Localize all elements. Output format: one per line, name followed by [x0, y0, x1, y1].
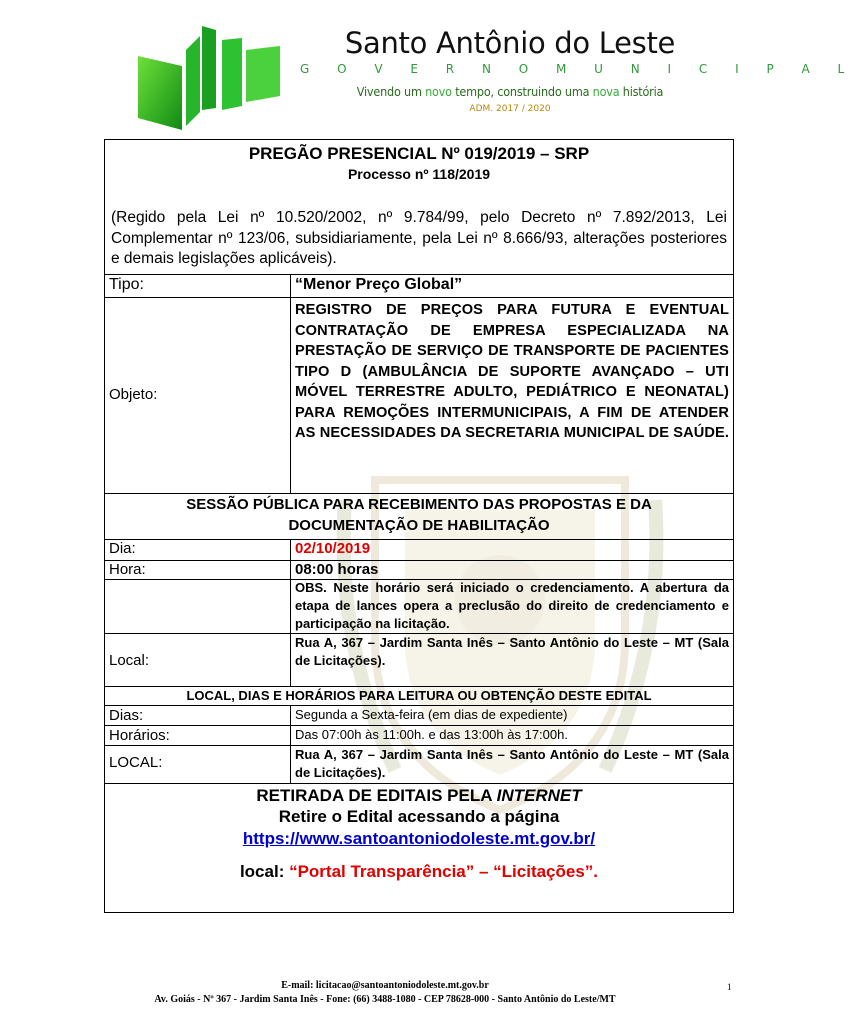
sessao-header-line2: DOCUMENTAÇÃO DE HABILITAÇÃO [288, 517, 550, 534]
portal-location-value: “Portal Transparência” – “Licitações”. [289, 862, 599, 881]
brand-block [290, 26, 856, 114]
retirada-heading: RETIRADA DE EDITAIS PELA INTERNET [256, 786, 582, 805]
horarios-label: Horários: [109, 727, 170, 744]
legal-basis-text: (Regido pela Lei nº 10.520/2002, nº 9.784/99, pelo Decreto nº 7.892/2013, Lei Complementar nº 123/06, subsidiariamente, pela Lei nº 8.666/93, alterações posteriores e demais legislações aplicáveis). [111, 209, 727, 267]
local2-value: Rua A, 367 – Jardim Santa Inês – Santo Antônio do Leste – MT (Sala de Licitações). [295, 747, 729, 780]
column-divider [290, 705, 291, 783]
tipo-label: Tipo: [109, 276, 144, 293]
column-divider [290, 539, 291, 686]
dias-label: Dias: [109, 707, 144, 724]
row-divider [105, 274, 733, 275]
dia-label: Dia: [109, 540, 136, 557]
footer-address: Av. Goiás - Nº 367 - Jardim Santa Inês - Fone: (66) 3488-1080 - CEP 78628-000 - Santo Antônio do Leste/MT [154, 994, 616, 1005]
edital-url-link[interactable]: https://www.santoantoniodoleste.mt.gov.br/ [242, 829, 596, 848]
edital-summary-box [104, 139, 734, 913]
objeto-label: Objeto: [109, 386, 158, 403]
local-label: Local: [109, 652, 150, 669]
row-divider [105, 783, 733, 784]
dia-value: 02/10/2019 [295, 540, 371, 557]
sessao-header-line1: SESSÃO PÚBLICA PARA RECEBIMENTO DAS PROPOSTAS E DA [186, 496, 652, 513]
municipal-logo [138, 26, 280, 130]
hora-label: Hora: [109, 561, 146, 578]
slogan: Vivendo um novo tempo, construindo uma nova história [356, 84, 664, 99]
row-divider [105, 686, 733, 687]
horarios-value: Das 07:00h às 11:00h. e das 13:00h às 17:00h. [295, 727, 568, 742]
hora-value: 08:00 horas [295, 561, 379, 578]
government-subtitle: G O V E R N O M U N I C I P A L [300, 62, 856, 76]
column-divider [290, 274, 291, 493]
footer-email: E-mail: licitacao@santoantoniodoleste.mt.gov.br [281, 980, 489, 991]
row-divider [105, 297, 733, 298]
dias-value: Segunda a Sexta-feira (em dias de expediente) [295, 707, 568, 722]
municipality-name: Santo Antônio do Leste [344, 26, 676, 60]
observation-text: OBS. Neste horário será iniciado o credenciamento. A abertura da etapa de lances opera a preclusão do direito de credenciamento e participação na licitação. [295, 580, 729, 631]
row-divider [105, 705, 733, 706]
retire-text: Retire o Edital acessando a página [278, 807, 560, 826]
process-number: Processo nº 118/2019 [347, 166, 491, 182]
objeto-value: REGISTRO DE PREÇOS PARA FUTURA E EVENTUAL CONTRATAÇÃO DE EMPRESA ESPECIALIZADA NA PRESTAÇÃO DE SERVIÇO DE TRANSPORTE DE PACIENTES TIPO D (AMBULÂNCIA DE SUPORTE AVANÇADO – UTI MÓVEL TERRESTRE ADULTO, PEDIÁTRICO E NEONATAL) PARA REMOÇÕES INTERMUNICIPAIS, A FIM DE ATENDER AS NECESSIDADES DA SECRETARIA MUNICIPAL DE SAÚDE. [295, 302, 729, 441]
row-divider [105, 493, 733, 494]
leitura-header: LOCAL, DIAS E HORÁRIOS PARA LEITURA OU OBTENÇÃO DESTE EDITAL [186, 688, 652, 703]
tipo-value: “Menor Preço Global” [295, 276, 463, 293]
local2-label: LOCAL: [109, 754, 163, 771]
page-number: 1 [727, 982, 732, 992]
portal-location: local: “Portal Transparência” – “Licitações”. [239, 862, 599, 881]
administration-period: ADM. 2017 / 2020 [469, 104, 551, 114]
local-value: Rua A, 367 – Jardim Santa Inês – Santo Antônio do Leste – MT (Sala de Licitações). [295, 635, 729, 668]
row-divider [105, 725, 733, 726]
document-title: PREGÃO PRESENCIAL Nº 019/2019 – SRP [248, 144, 590, 163]
